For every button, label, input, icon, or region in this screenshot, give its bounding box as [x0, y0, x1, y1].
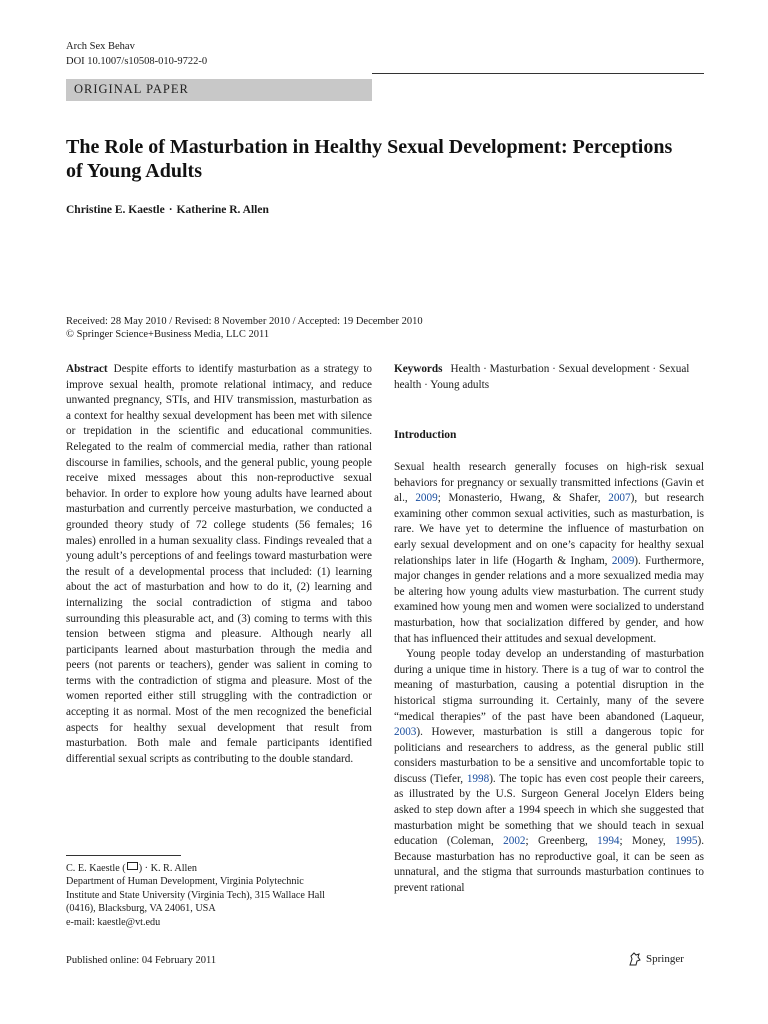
keywords-label: Keywords — [394, 363, 443, 375]
paragraph-text: ). The topic has even cost people their careers, as illustrated by the U.S. Surgeon General Jocelyn Elders being asked to step down after a 1994 speech in which she suggested that masturbation might be something that we should teach in sexual education (Coleman, — [394, 772, 705, 848]
abstract-text: Despite efforts to identify masturbation as a strategy to improve sexual health, promote relational intimacy, and reduce unwanted pregnancy, STIs, and HIV transmission, masturbation as a context for healthy sexual development has been met with silence or trepidation in the scientific and educational communities. Relegated to the realm of commercial media, rather than rational discourse in families, schools, and the general public, young people receive mixed messages about this non-reproductive sexual behavior. In order to explore how young adults have learned about masturbation and currently perceive masturbation, we conducted a grounded theory study of 72 college students (56 females; 16 males) enrolled in a human sexuality class. Findings revealed that a young adult’s perceptions of and feelings toward masturbation were the result of a developmental process that included: (1) learning about the act of masturbation and how to do it, (2) learning and internalizing the social contradiction of stigma and taboo surrounding this pleasurable act, and (3) coming to terms with this tension between stigma and pleasure. Although nearly all participants learned about masturbation through the media and peers (not parents or teachers), gender was salient in coming to terms with the contradiction of stigma and pleasure. Most of the women reported either still struggling with the contradiction or accepting it as normal. Most of the men recognized the beneficial aspects for healthy sexual development that result from masturbation. Both male and female participants identified differential sexual scripts as contributing to the double standard. — [66, 363, 372, 765]
envelope-icon[interactable] — [127, 862, 138, 870]
section-heading-introduction: Introduction — [394, 429, 457, 441]
paper-title: The Role of Masturbation in Healthy Sexual Development: Perceptions of Young Adults — [66, 136, 673, 182]
citation-link[interactable]: 2009 — [611, 554, 635, 567]
doi: DOI 10.1007/s10508-010-9722-0 — [66, 56, 208, 67]
introduction-paragraph — [394, 647, 704, 897]
footnote-rule — [66, 855, 181, 856]
affiliation-email[interactable]: e-mail: kaestle@vt.edu — [66, 916, 161, 928]
received-dates: Received: 28 May 2010 / Revised: 8 November 2010 / Accepted: 19 December 2010 — [66, 316, 423, 327]
published-date: Published online: 04 February 2011 — [66, 955, 217, 966]
paragraph-text: ). Because masturbation has no reproductive goal, it can be seen as unnatural, and the stigma that surrounds masturbation continues to prevent rational — [394, 835, 704, 895]
author-affiliation — [66, 862, 372, 929]
copyright-notice: © Springer Science+Business Media, LLC 2011 — [66, 329, 270, 340]
article-type-banner — [66, 79, 372, 101]
citation-link[interactable]: 1995 — [675, 835, 698, 848]
abstract-label: Abstract — [66, 363, 108, 375]
article-type-label: ORIGINAL PAPER — [74, 82, 189, 96]
citation-link[interactable]: 2009 — [415, 492, 438, 505]
introduction-paragraph — [394, 460, 704, 647]
paragraph-text: ). However, masturbation is still a dangerous topic for politicians and researchers to address, as the general public still considers masturbation to be a sensitive and uncomfortable topic to discuss (Tiefer, — [394, 726, 704, 785]
author-separator: · — [168, 204, 173, 216]
journal-name: Arch Sex Behav — [66, 41, 135, 52]
affiliation-institution: Institute and State University (Virginia Tech), 315 Wallace Hall — [66, 889, 325, 901]
paragraph-text: ; Money, — [619, 835, 676, 848]
citation-link[interactable]: 2002 — [503, 835, 526, 848]
paragraph-text: ; Greenberg, — [525, 835, 598, 848]
paragraph-text: Young people today develop an understanding of masturbation during a unique time in history. There is a tug of war to control the meaning of masturbation, causing a potential disruption in the historical stigma surrounding it. Certainly, many of the severe “medical therapies” of the past have been abandoned (Laqueur, — [394, 648, 704, 723]
citation-link[interactable]: 1998 — [466, 772, 490, 785]
citation-link[interactable]: 2007 — [608, 492, 631, 505]
paragraph-text: ; Monasterio, Hwang, & Shafer, — [437, 492, 609, 505]
paragraph-text: ), but research examining other common sexual activities, such as masturbation, is rare. We have yet to determine the influence of masturbation on early sexual development and on one’s capacity for healthy sexual relationships later in life (Hogarth & Ingham, — [394, 492, 704, 567]
springer-horse-icon — [628, 952, 642, 966]
affiliation-address: (0416), Blacksburg, VA 24061, USA — [66, 903, 216, 915]
introduction-body — [394, 460, 704, 897]
header-rule — [372, 73, 704, 74]
citation-link[interactable]: 1994 — [597, 835, 620, 848]
publisher-name: Springer — [646, 953, 684, 965]
paragraph-text: Sexual health research generally focuses on high-risk sexual behaviors for pregnancy or sexually transmitted infections (Gavin et al., — [394, 461, 704, 505]
affiliation-authors-prefix: C. E. Kaestle ( — [66, 863, 126, 874]
affiliation-authors-suffix: ) · K. R. Allen — [138, 863, 197, 874]
publisher-logo — [628, 952, 684, 966]
keywords — [394, 362, 704, 393]
paragraph-text: ). Furthermore, major changes in gender relations and a more sexualized media may be altering how young adults view masturbation. The current study examined how young men and women were socialized to understand masturbation, how that socialization differed by gender, and how that has influenced their attitudes and sexual development. — [394, 554, 704, 645]
author-name[interactable]: Katherine R. Allen — [176, 204, 269, 216]
citation-link[interactable]: 2003 — [394, 726, 417, 739]
abstract — [66, 362, 372, 767]
author-list — [66, 204, 269, 216]
keywords-list: Health · Masturbation · Sexual development · Sexual health · Young adults — [394, 363, 690, 391]
author-name[interactable]: Christine E. Kaestle — [66, 204, 165, 216]
affiliation-department: Department of Human Development, Virginia Polytechnic — [66, 876, 304, 888]
